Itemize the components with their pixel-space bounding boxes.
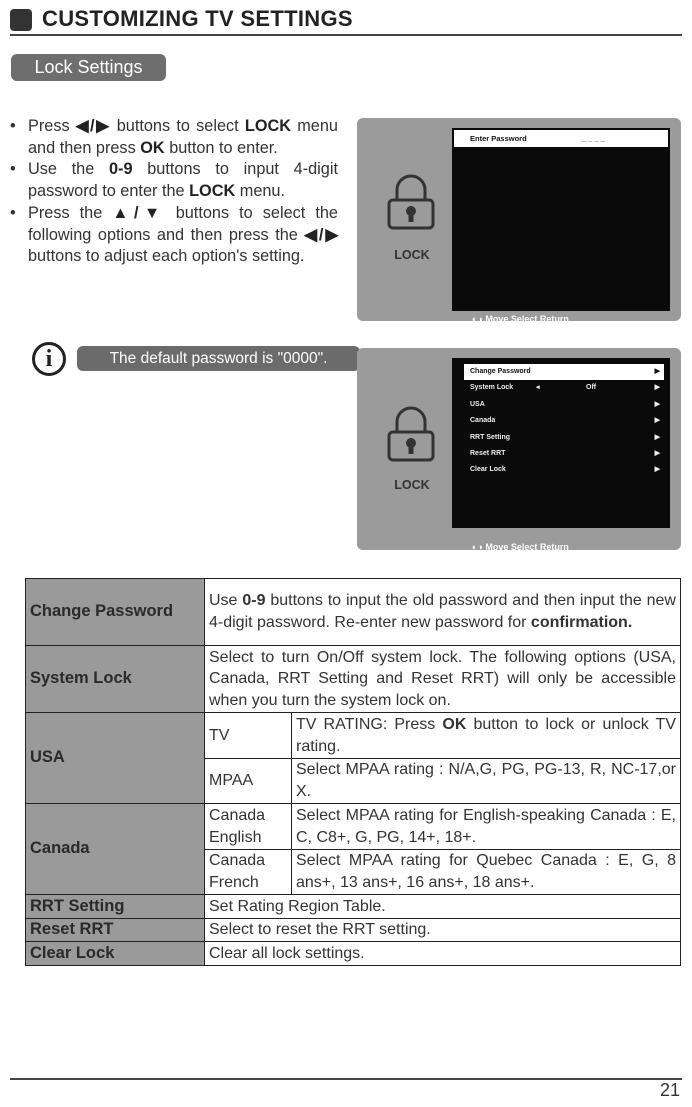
row-label: Canada bbox=[26, 804, 205, 895]
row-description: Select MPAA rating : N/A,G, PG, PG-13, R, NC-17,or X. bbox=[292, 759, 681, 804]
header-square-icon bbox=[10, 9, 32, 31]
instruction-item: • Press the ▲/▼ buttons to select the following options and then press the ◀/▶ buttons to adjust each option's setting. bbox=[6, 203, 338, 268]
table-row bbox=[26, 579, 681, 646]
arrow-icon: ▶ bbox=[654, 466, 660, 474]
menu-item-clear-lock[interactable]: Clear Lock ▶ bbox=[464, 462, 664, 478]
page-number: 21 bbox=[659, 1080, 680, 1100]
table-row bbox=[26, 646, 681, 713]
tv-footer bbox=[472, 542, 672, 552]
menu-item-rrt-setting[interactable]: RRT Setting ▶ bbox=[464, 430, 664, 446]
sub-label: Canada French bbox=[205, 850, 292, 895]
row-label: RRT Setting bbox=[26, 895, 205, 919]
lock-label: LOCK bbox=[394, 478, 430, 492]
row-label: Clear Lock bbox=[26, 942, 205, 966]
table-row bbox=[26, 942, 681, 966]
password-prompt-row bbox=[454, 130, 668, 147]
lock-label: LOCK bbox=[394, 248, 430, 262]
instructions-list bbox=[6, 116, 338, 268]
row-description: Select to turn On/Off system lock. The following options (USA, Canada, RRT Setting and Reset RRT) will only be accessible when you turn the system lock on. bbox=[205, 646, 681, 713]
row-label: Change Password bbox=[26, 579, 205, 646]
nav-arrows-icon: ◐◑ bbox=[472, 314, 486, 324]
lock-icon bbox=[387, 174, 435, 230]
sub-label: TV bbox=[205, 713, 292, 759]
arrow-icon: ▶ bbox=[654, 368, 660, 375]
sub-label: MPAA bbox=[205, 759, 292, 804]
footer-hints: Move Select Return bbox=[485, 542, 569, 552]
menu-item-canada[interactable]: Canada ▶ bbox=[464, 413, 664, 429]
lock-menu-list bbox=[464, 364, 664, 479]
arrow-icon: ▶ bbox=[654, 400, 660, 408]
note-text: The default password is "0000". bbox=[77, 346, 360, 371]
row-label: Reset RRT bbox=[26, 919, 205, 942]
page-header bbox=[10, 6, 682, 36]
instruction-item: • Use the 0-9 buttons to input 4-digit password to enter the LOCK menu. bbox=[6, 159, 338, 202]
row-description: Use 0-9 buttons to input the old password and then input the new 4-digit password. Re-enter new password for confirmation. bbox=[205, 579, 681, 646]
table-row bbox=[26, 919, 681, 942]
arrow-icon: ▶ bbox=[654, 384, 660, 392]
table-row bbox=[26, 713, 681, 759]
menu-item-reset-rrt[interactable]: Reset RRT ▶ bbox=[464, 446, 664, 462]
menu-item-usa[interactable]: USA ▶ bbox=[464, 397, 664, 413]
system-lock-value: Off bbox=[586, 384, 597, 392]
section-label: Lock Settings bbox=[11, 54, 166, 81]
row-description: Select MPAA rating for Quebec Canada : E, G, 8 ans+, 13 ans+, 16 ans+, 18 ans+. bbox=[292, 850, 681, 895]
footer-hints: Move Select Return bbox=[485, 314, 569, 324]
row-label: System Lock bbox=[26, 646, 205, 713]
row-description: TV RATING: Press OK button to lock or unlock TV rating. bbox=[292, 713, 681, 759]
row-description: Select MPAA rating for English-speaking Canada : E, C, C8+, G, PG, 14+, 18+. bbox=[292, 804, 681, 850]
row-label: USA bbox=[26, 713, 205, 804]
menu-item-system-lock[interactable]: System Lock ◂ Off ▶ bbox=[464, 380, 664, 396]
tv-screen-enter-password bbox=[357, 118, 681, 324]
info-icon: i bbox=[32, 342, 66, 376]
page-title: CUSTOMIZING TV SETTINGS bbox=[42, 6, 353, 31]
tv-display bbox=[452, 128, 670, 324]
tv-screen-lock-menu bbox=[357, 348, 681, 550]
arrow-icon: ▶ bbox=[654, 433, 660, 441]
footer-divider bbox=[10, 1078, 682, 1080]
instruction-item: • Press ◀/▶ buttons to select LOCK menu and then press OK button to enter. bbox=[6, 116, 338, 159]
arrow-icon: ▶ bbox=[654, 449, 660, 457]
row-description: Select to reset the RRT setting. bbox=[205, 919, 681, 942]
password-prompt: Enter Password bbox=[470, 134, 527, 143]
arrow-icon: ◂ bbox=[536, 384, 540, 392]
nav-arrows-icon: ◐◑ bbox=[472, 542, 486, 552]
tv-display bbox=[452, 358, 670, 552]
table-row bbox=[26, 895, 681, 919]
lock-settings-table bbox=[25, 578, 681, 966]
tv-footer bbox=[472, 314, 672, 324]
table-row bbox=[26, 804, 681, 850]
arrow-icon: ▶ bbox=[654, 417, 660, 425]
lock-icon bbox=[387, 406, 435, 462]
row-description: Clear all lock settings. bbox=[205, 942, 681, 966]
row-description: Set Rating Region Table. bbox=[205, 895, 681, 919]
menu-item-change-password[interactable]: Change Password ▶ bbox=[464, 364, 664, 380]
sub-label: Canada English bbox=[205, 804, 292, 850]
password-input[interactable]: _ _ _ _ bbox=[582, 134, 605, 143]
